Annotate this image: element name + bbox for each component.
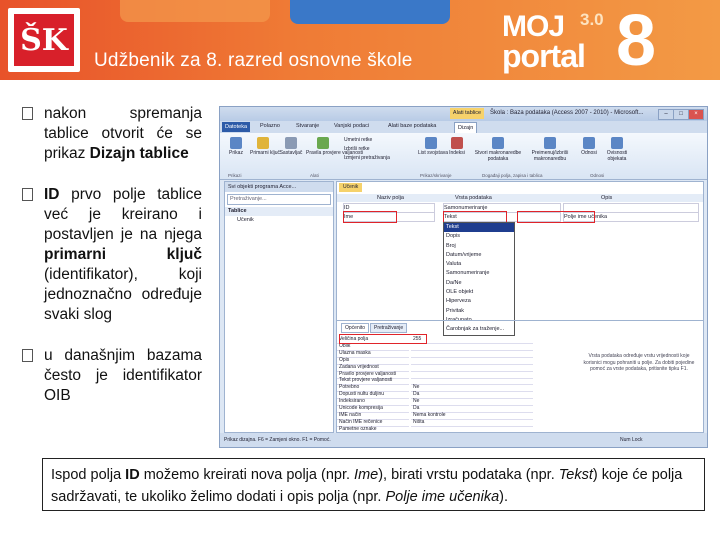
dropdown-option[interactable]: Da/Ne — [446, 279, 462, 286]
textbook-subtitle: Udžbenik za 8. razred osnovne škole — [94, 50, 413, 71]
modify-lookups-button[interactable] — [344, 155, 390, 161]
bullet-item — [22, 104, 202, 164]
button-label: Indeksi — [449, 150, 465, 156]
property-label: Tekst provjere valjanosti — [337, 376, 409, 385]
close-icon[interactable]: × — [688, 109, 704, 120]
bullet-list — [22, 104, 202, 427]
dropdown-option[interactable]: OLE objekt — [446, 289, 474, 296]
check-icon — [317, 137, 329, 149]
brand-grade-number: 8 — [616, 1, 657, 81]
ribbon-tabs — [220, 121, 707, 133]
dropdown-option[interactable]: Privitak — [446, 307, 465, 314]
property-sheet-button[interactable] — [418, 137, 449, 156]
caption-text: možemo kreirati nova polja (npr. — [139, 467, 355, 483]
group-label: Događaji polja, zapisa i tablica — [482, 173, 543, 178]
bullet-text: nakon spremanja tablice otvorit će se prikaz — [44, 105, 202, 162]
button-label: Umetni retke — [344, 137, 373, 143]
data-type-dropdown[interactable] — [443, 222, 515, 336]
design-grid-header — [337, 194, 703, 202]
status-bar — [220, 433, 707, 447]
bullet-marker-icon — [22, 107, 33, 120]
group-label: Odnosi — [590, 173, 605, 178]
rename-macro-icon — [544, 137, 556, 149]
property-label: Opis — [337, 356, 409, 365]
caption-italic: Ime — [354, 467, 379, 483]
button-label: Izmjeni pretraživanja — [344, 155, 390, 161]
field-properties-pane — [337, 320, 703, 433]
property-label: Veličina polja — [337, 335, 409, 344]
builder-button[interactable] — [278, 137, 304, 156]
nav-item-table[interactable]: Učenik — [237, 217, 254, 223]
property-sheet-icon — [425, 137, 437, 149]
maximize-icon[interactable]: □ — [673, 109, 689, 120]
window-titlebar — [220, 107, 707, 121]
moj-portal-logo — [498, 1, 698, 81]
brand-moj: MOJ — [502, 10, 565, 43]
property-value[interactable]: Ništa — [411, 418, 533, 427]
tab-lookup[interactable]: Pretraživanje — [370, 323, 407, 333]
tab-datoteka[interactable]: Datoteka — [222, 122, 250, 132]
tab-alati-baze[interactable]: Alati baze podataka — [388, 123, 437, 129]
property-label: Unicode kompresija — [337, 404, 409, 413]
highlight-description — [517, 211, 595, 223]
column-header: Vrsta podataka — [455, 195, 492, 201]
indexes-button[interactable] — [446, 137, 468, 156]
property-value[interactable]: Nema kontrole — [411, 411, 533, 420]
bullet-marker-icon — [22, 188, 33, 201]
caption-text: Ispod polja — [51, 467, 126, 483]
logo-mark: ŠK — [14, 14, 74, 66]
caption-box — [42, 458, 705, 511]
dropdown-option[interactable]: Datum/vrijeme — [446, 251, 482, 258]
property-label: Potrebno — [337, 383, 409, 392]
property-label: Ulazna maska — [337, 349, 409, 358]
bullet-bold: ID — [44, 186, 60, 203]
button-label: Primarni ključ — [250, 150, 281, 156]
minimize-icon[interactable]: – — [658, 109, 674, 120]
table-design-view — [336, 181, 704, 433]
create-data-macros-button[interactable] — [472, 137, 524, 162]
data-type-cell[interactable]: Tekst — [443, 212, 561, 222]
dropdown-option[interactable]: Broj — [446, 242, 456, 249]
property-value[interactable]: Da — [411, 390, 533, 399]
button-label: Prikaz — [229, 150, 243, 156]
bullet-text: u današnjim bazama često je identifikator OIB — [44, 347, 202, 404]
builder-icon — [285, 137, 297, 149]
bullet-bold: primarni ključ — [44, 246, 202, 263]
dependencies-icon — [611, 137, 623, 149]
button-label: Preimenuj/izbriši makronaredbu — [531, 150, 569, 162]
property-label: Dopusti nultu duljinu — [337, 390, 409, 399]
tab-vanjski-podaci[interactable]: Vanjski podaci — [334, 123, 370, 129]
property-value[interactable]: Ne — [411, 383, 533, 392]
tab-stvaranje[interactable]: Stvaranje — [296, 123, 320, 129]
indexes-icon — [451, 137, 463, 149]
ribbon — [220, 133, 707, 180]
caption-italic: Tekst — [558, 467, 593, 483]
button-label: Sastavljač — [279, 150, 303, 156]
bullet-item — [22, 346, 202, 406]
dropdown-option[interactable]: Tekst — [444, 223, 514, 232]
property-label: Oblik — [337, 342, 409, 351]
context-tab-label: Alati tablice — [450, 108, 484, 119]
button-label: Odnosi — [581, 150, 597, 156]
navigation-pane — [224, 181, 334, 433]
relationships-button[interactable] — [578, 137, 600, 156]
data-type-cell[interactable]: Samonumeriranje — [443, 203, 561, 213]
property-label: Pravilo provjere valjanosti — [337, 370, 409, 379]
bullet-item — [22, 185, 202, 325]
group-label: Prikazi — [228, 173, 242, 178]
bullet-text: prvo polje tablice već je kreirano i postavljen je na njega — [44, 186, 202, 243]
column-header: Naziv polja — [377, 195, 404, 201]
dropdown-option[interactable]: Izračunato — [446, 316, 472, 323]
button-label: Stvori makronaredbe podataka — [474, 150, 522, 162]
caption-bold: ID — [125, 467, 140, 483]
property-row — [337, 425, 537, 434]
column-header: Opis — [601, 195, 613, 201]
description-cell[interactable]: Polje ime učenika — [563, 212, 699, 222]
button-label: List svojstava — [418, 150, 449, 156]
dropdown-option[interactable]: Čarobnjak za traženje... — [446, 326, 505, 333]
button-label: Pravila provjere valjanosti — [306, 150, 363, 156]
tab-dizajn[interactable]: Dizajn — [454, 122, 477, 133]
insert-rows-button[interactable] — [344, 137, 372, 143]
delete-rows-button[interactable] — [344, 146, 370, 152]
bullet-text: (identifikator), koji jednoznačno određuje svaki slog — [44, 266, 202, 323]
caption-text: ) koje će polja sadržavati, te ukoliko želimo dodati i opis polja (npr. — [51, 467, 683, 505]
highlight-name — [343, 211, 397, 223]
publisher-logo — [8, 8, 80, 72]
highlight-field-size — [339, 334, 427, 344]
view-icon — [230, 137, 242, 149]
document-tab[interactable]: Učenik — [339, 183, 362, 192]
brand-version: 3.0 — [580, 10, 604, 29]
property-label: IME način — [337, 411, 409, 420]
num-lock-indicator: Num Lock — [620, 437, 643, 443]
nav-section-tables[interactable]: Tablice — [225, 207, 333, 216]
property-label: Pametne oznake — [337, 425, 409, 434]
button-label: Izbriši retke — [344, 146, 370, 152]
object-dependencies-button[interactable] — [602, 137, 632, 162]
banner-decoration — [120, 0, 270, 22]
tab-general[interactable]: Općenito — [341, 323, 369, 333]
button-label: Ovisnosti objekata — [606, 150, 628, 162]
caption-italic: Polje ime učenika — [385, 489, 500, 505]
bullet-marker-icon — [22, 349, 33, 362]
rename-macro-button[interactable] — [526, 137, 574, 162]
relationships-icon — [583, 137, 595, 149]
bullet-bold: Dizajn tablice — [89, 145, 189, 162]
macro-icon — [492, 137, 504, 149]
property-label: Način IME rečenice — [337, 418, 409, 427]
property-value[interactable]: Da — [411, 404, 533, 413]
window-title: Škola : Baza podataka (Access 2007 - 2010) - Microsoft... — [490, 110, 644, 116]
dropdown-option[interactable]: Valuta — [446, 261, 462, 268]
banner-decoration — [290, 0, 450, 24]
group-label: Prikaz/skrivanje — [420, 173, 452, 178]
property-label: Indeksirano — [337, 397, 409, 406]
view-button[interactable] — [226, 137, 246, 156]
tab-polazno[interactable]: Polazno — [260, 123, 280, 129]
property-tabs — [341, 323, 408, 333]
field-name-cell[interactable]: ID — [343, 203, 435, 213]
caption-text: ). — [499, 489, 508, 505]
nav-header[interactable]: Svi objekti programa Acce... — [225, 182, 333, 192]
dropdown-option[interactable]: Hiperveza — [446, 298, 471, 305]
caption-text: ), birati vrstu podataka (npr. — [378, 467, 559, 483]
key-icon — [257, 137, 269, 149]
property-value[interactable]: Ne — [411, 397, 533, 406]
field-name-cell[interactable]: Ime — [343, 212, 435, 222]
property-value[interactable]: 255 — [411, 335, 533, 344]
dropdown-option[interactable]: Dopis — [446, 233, 461, 240]
primary-key-button[interactable] — [250, 137, 281, 156]
access-window — [219, 106, 708, 448]
group-label: Alati — [310, 173, 319, 178]
property-help-text: Vrsta podataka određuje vrstu vrijednosti koje korisnici mogu pohraniti u polje. Za dobiti pojedine pomoć za vrste podataka, pritisnite tipku F1. — [583, 353, 695, 372]
status-text: Prikaz dizajna. F6 = Zamjeni okno. F1 = Pomoć. — [224, 437, 331, 443]
dropdown-option[interactable]: Samonumeriranje — [446, 270, 490, 277]
property-label: Zadana vrijednost — [337, 363, 409, 372]
header-banner — [0, 0, 720, 80]
brand-portal: portal — [502, 38, 585, 74]
nav-search-input[interactable]: Pretraživanje... — [227, 194, 331, 205]
